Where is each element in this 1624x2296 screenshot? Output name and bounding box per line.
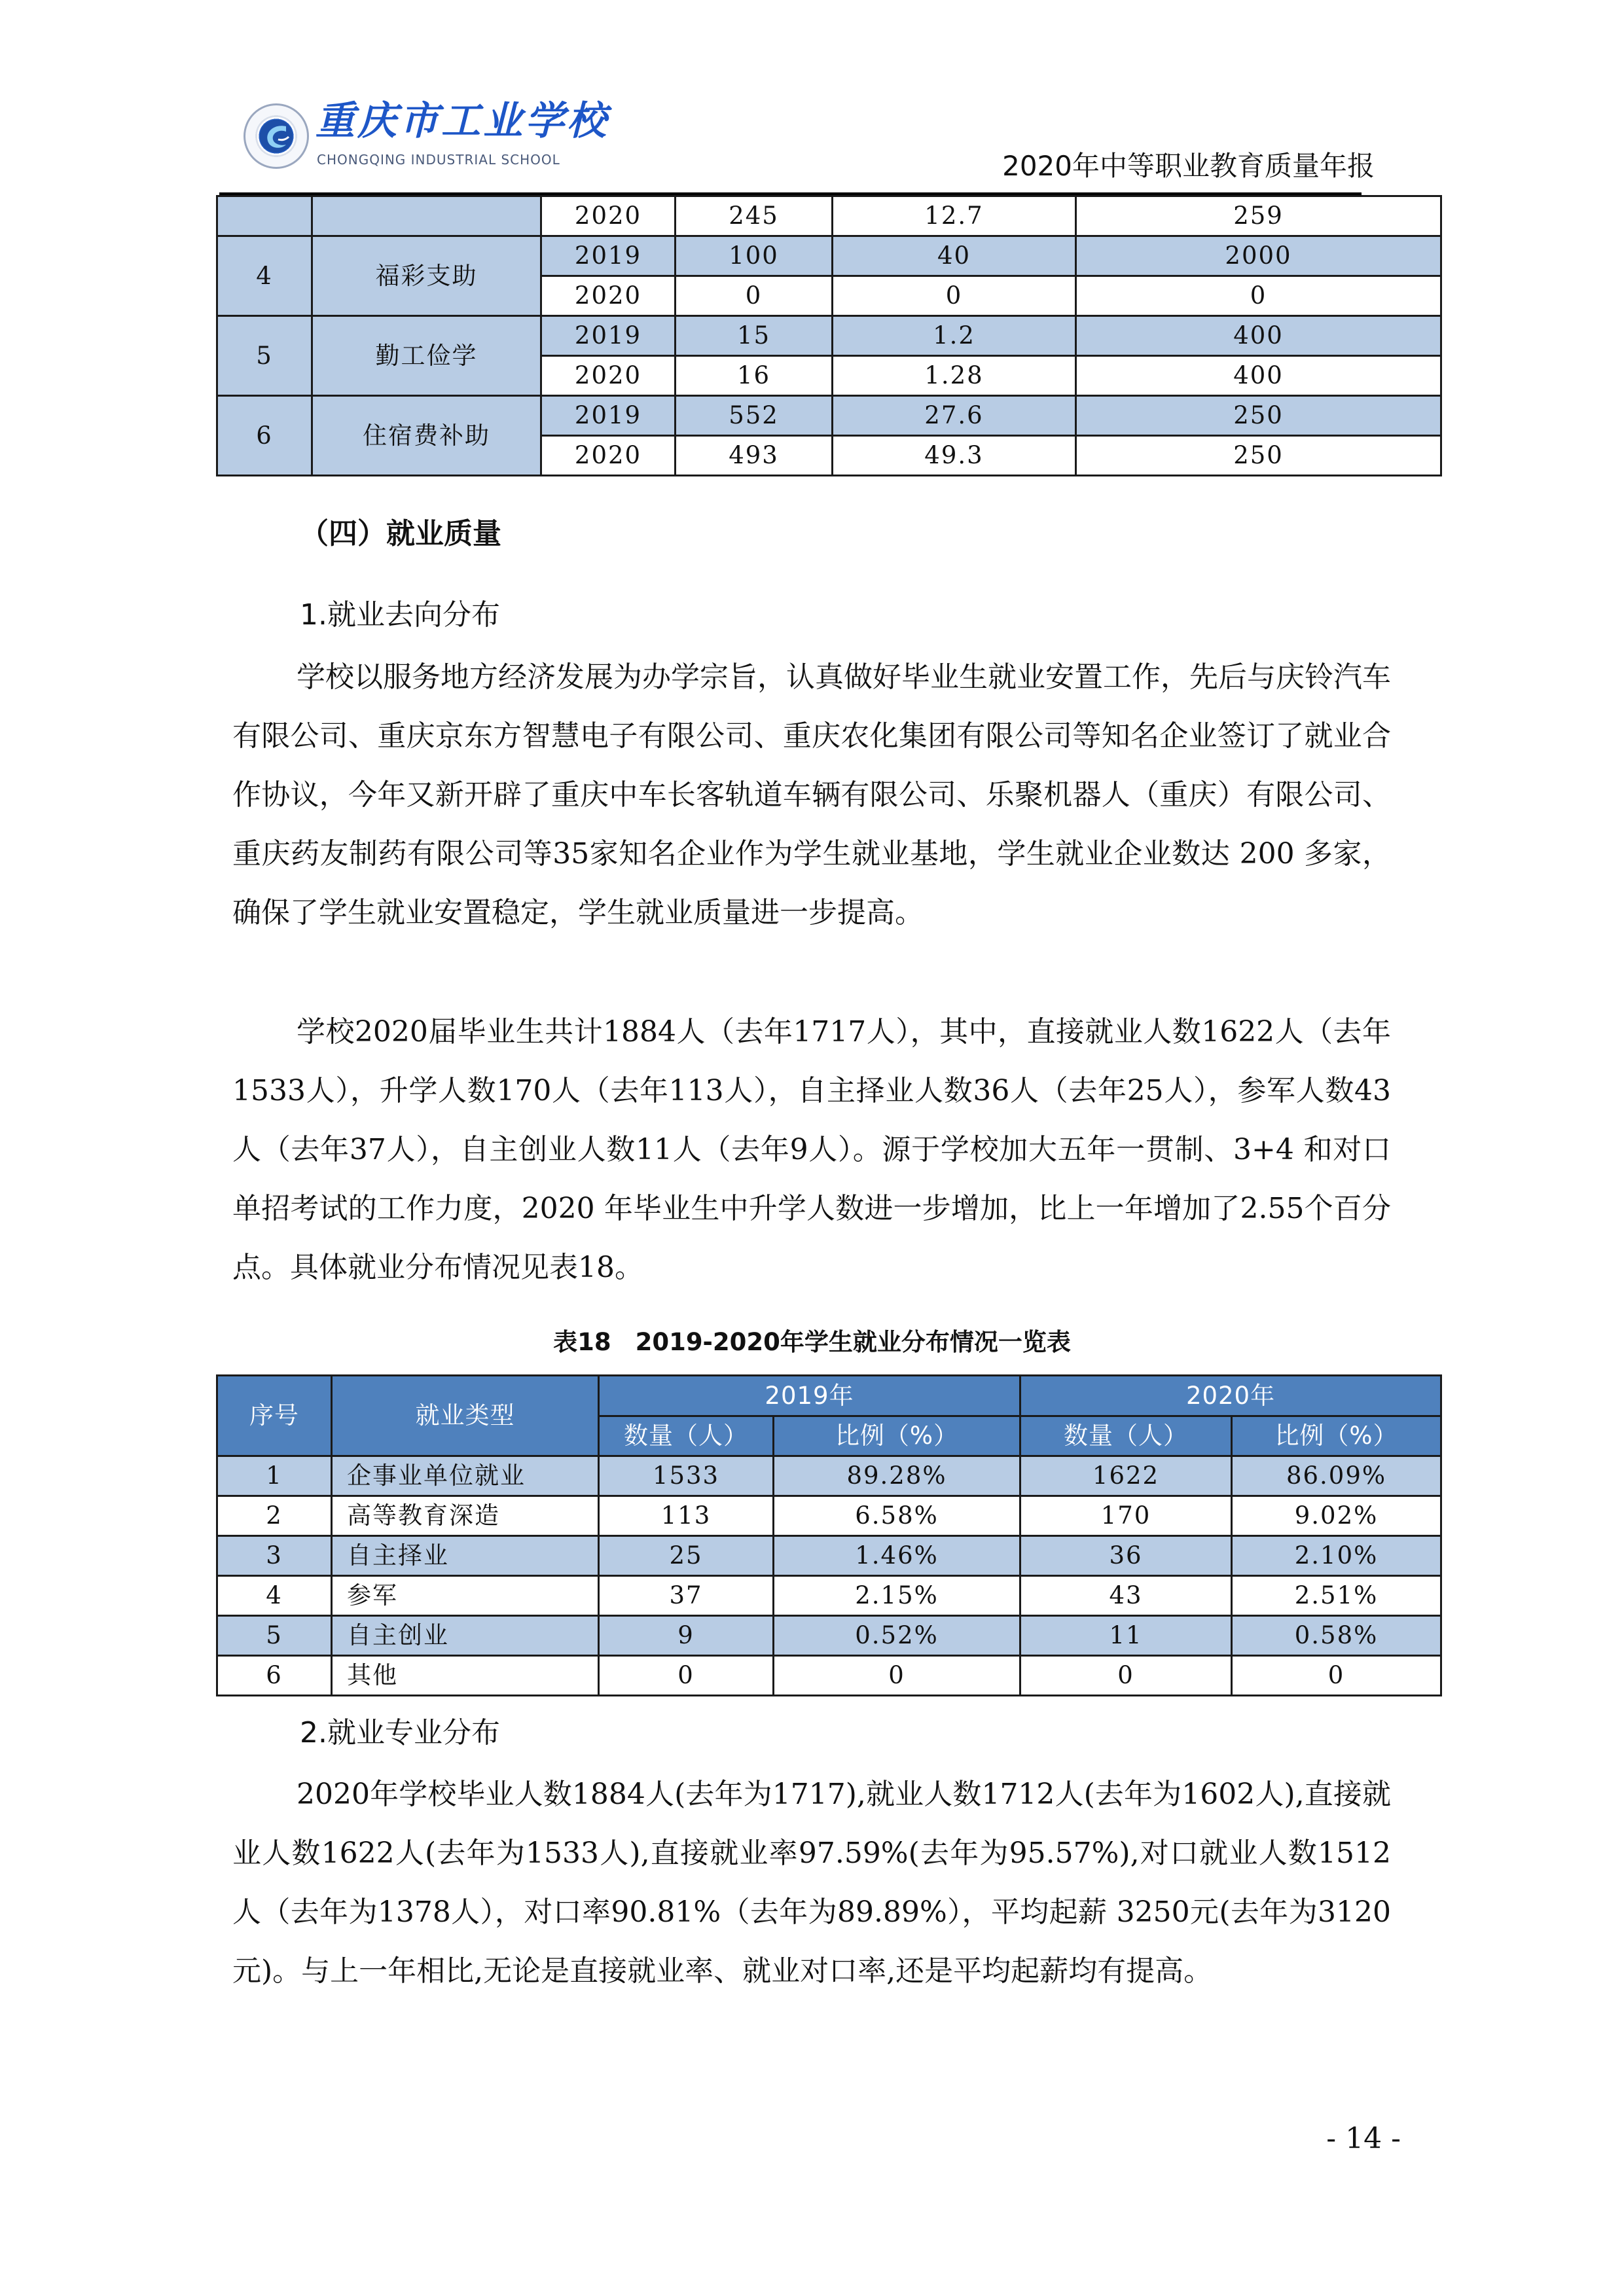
ratio-2019: 0.52% bbox=[774, 1616, 1020, 1656]
year-cell: 2020 bbox=[541, 196, 676, 236]
table-row bbox=[217, 236, 1441, 276]
count-cell: 552 bbox=[676, 396, 833, 436]
employment-type: 自主创业 bbox=[332, 1616, 599, 1656]
table-row bbox=[217, 396, 1441, 436]
ratio-2020: 0.58% bbox=[1232, 1616, 1441, 1656]
ratio-2019: 0 bbox=[774, 1656, 1020, 1696]
count-2020: 11 bbox=[1020, 1616, 1232, 1656]
row-number: 4 bbox=[217, 236, 312, 316]
subsection-title-1: 1.就业去向分布 bbox=[300, 598, 500, 632]
count-cell: 493 bbox=[676, 436, 833, 476]
count-2020: 36 bbox=[1020, 1536, 1232, 1576]
subsection-title-2: 2.就业专业分布 bbox=[300, 1716, 500, 1749]
school-seal-icon bbox=[244, 103, 309, 169]
standard-cell: 2000 bbox=[1076, 236, 1441, 276]
amount-cell: 40 bbox=[833, 236, 1076, 276]
header-count-2020: 数量（人） bbox=[1020, 1416, 1232, 1456]
amount-cell: 0 bbox=[833, 276, 1076, 316]
ratio-2020: 2.51% bbox=[1232, 1576, 1441, 1616]
row-number: 2 bbox=[217, 1496, 332, 1536]
header-no: 序号 bbox=[217, 1376, 332, 1456]
employment-type: 高等教育深造 bbox=[332, 1496, 599, 1536]
amount-cell: 12.7 bbox=[833, 196, 1076, 236]
standard-cell: 250 bbox=[1076, 396, 1441, 436]
amount-cell: 49.3 bbox=[833, 436, 1076, 476]
count-cell: 0 bbox=[676, 276, 833, 316]
count-2019: 37 bbox=[599, 1576, 774, 1616]
count-2019: 113 bbox=[599, 1496, 774, 1536]
header-type: 就业类型 bbox=[332, 1376, 599, 1456]
year-cell: 2019 bbox=[541, 236, 676, 276]
row-number: 4 bbox=[217, 1576, 332, 1616]
table-row bbox=[217, 1496, 1441, 1536]
row-number: 5 bbox=[217, 1616, 332, 1656]
row-name: 福彩支助 bbox=[312, 236, 541, 316]
count-2019: 9 bbox=[599, 1616, 774, 1656]
school-logo bbox=[244, 98, 610, 177]
section-heading: （四）就业质量 bbox=[300, 517, 501, 550]
year-cell: 2020 bbox=[541, 436, 676, 476]
paragraph-employment-partners: 学校以服务地方经济发展为办学宗旨，认真做好毕业生就业安置工作，先后与庆铃汽车有限公司、重庆京东方智慧电子有限公司、重庆农化集团有限公司等知名企业签订了就业合作协议，今年又新开辟了重庆中车长客轨道车辆有限公司、乐聚机器人（重庆）有限公司、重庆药友制药有限公司等35家知名企业作为学生就业基地，学生就业企业数达 200 多家，确保了学生就业安置稳定，学生就业质量进一步提高。 bbox=[232, 660, 1391, 929]
table-row bbox=[217, 196, 1441, 236]
table-row bbox=[217, 1456, 1441, 1496]
standard-cell: 250 bbox=[1076, 436, 1441, 476]
employment-type: 参军 bbox=[332, 1576, 599, 1616]
count-2019: 0 bbox=[599, 1656, 774, 1696]
amount-cell: 1.28 bbox=[833, 356, 1076, 396]
ratio-2019: 2.15% bbox=[774, 1576, 1020, 1616]
header-2020: 2020年 bbox=[1020, 1376, 1441, 1416]
report-title: 2020年中等职业教育质量年报 bbox=[1002, 150, 1375, 182]
count-cell: 100 bbox=[676, 236, 833, 276]
year-cell: 2020 bbox=[541, 356, 676, 396]
row-number: 1 bbox=[217, 1456, 332, 1496]
row-name: 勤工俭学 bbox=[312, 316, 541, 396]
ratio-2019: 1.46% bbox=[774, 1536, 1020, 1576]
employment-type: 其他 bbox=[332, 1656, 599, 1696]
row-name bbox=[312, 196, 541, 236]
row-number: 3 bbox=[217, 1536, 332, 1576]
ratio-2019: 6.58% bbox=[774, 1496, 1020, 1536]
paragraph-graduate-stats: 学校2020届毕业生共计1884人（去年1717人），其中，直接就业人数1622人（去年1533人），升学人数170人（去年113人），自主择业人数36人（去年25人），参军人数43人（去年37人），自主创业人数11人（去年9人）。源于学校加大五年一贯制、3+4 和对口单招考试的工作力度，2020 年毕业生中升学人数进一步增加，比上一年增加了2.55个百分点。具体就业分布情况见表18。 bbox=[232, 1015, 1391, 1284]
amount-cell: 1.2 bbox=[833, 316, 1076, 356]
count-2020: 0 bbox=[1020, 1656, 1232, 1696]
count-2019: 1533 bbox=[599, 1456, 774, 1496]
row-number bbox=[217, 196, 312, 236]
standard-cell: 400 bbox=[1076, 356, 1441, 396]
count-2020: 170 bbox=[1020, 1496, 1232, 1536]
row-number: 5 bbox=[217, 316, 312, 396]
table18-caption: 表18 2019-2020年学生就业分布情况一览表 bbox=[553, 1328, 1071, 1356]
header-count-2019: 数量（人） bbox=[599, 1416, 774, 1456]
ratio-2019: 89.28% bbox=[774, 1456, 1020, 1496]
standard-cell: 0 bbox=[1076, 276, 1441, 316]
employment-distribution-table bbox=[216, 1374, 1442, 1696]
row-name: 住宿费补助 bbox=[312, 396, 541, 476]
standard-cell: 400 bbox=[1076, 316, 1441, 356]
count-cell: 245 bbox=[676, 196, 833, 236]
header-2019: 2019年 bbox=[599, 1376, 1020, 1416]
count-cell: 16 bbox=[676, 356, 833, 396]
logo-text-cn: 重庆市工业学校 bbox=[316, 98, 609, 144]
year-cell: 2019 bbox=[541, 396, 676, 436]
funding-table bbox=[216, 195, 1442, 476]
table-row bbox=[217, 1616, 1441, 1656]
year-cell: 2020 bbox=[541, 276, 676, 316]
paragraph-major-distribution: 2020年学校毕业人数1884人(去年为1717),就业人数1712人(去年为1602人),直接就业人数1622人(去年为1533人),直接就业率97.59%(去年为95.57%),对口就业人数1512人（去年为1378人），对口率90.81%（去年为89.89%），平均起薪 3250元(去年为3120元)。与上一年相比,无论是直接就业率、就业对口率,还是平均起薪均有提高。 bbox=[232, 1778, 1391, 1988]
row-number: 6 bbox=[217, 1656, 332, 1696]
table-row bbox=[217, 1656, 1441, 1696]
page-number: - 14 - bbox=[1326, 2122, 1401, 2155]
count-2020: 1622 bbox=[1020, 1456, 1232, 1496]
count-cell: 15 bbox=[676, 316, 833, 356]
ratio-2020: 0 bbox=[1232, 1656, 1441, 1696]
table-header-row bbox=[217, 1376, 1441, 1416]
year-cell: 2019 bbox=[541, 316, 676, 356]
header-ratio-2020: 比例（%） bbox=[1232, 1416, 1441, 1456]
ratio-2020: 2.10% bbox=[1232, 1536, 1441, 1576]
row-number: 6 bbox=[217, 396, 312, 476]
ratio-2020: 9.02% bbox=[1232, 1496, 1441, 1536]
count-2019: 25 bbox=[599, 1536, 774, 1576]
standard-cell: 259 bbox=[1076, 196, 1441, 236]
ratio-2020: 86.09% bbox=[1232, 1456, 1441, 1496]
employment-type: 自主择业 bbox=[332, 1536, 599, 1576]
amount-cell: 27.6 bbox=[833, 396, 1076, 436]
header-ratio-2019: 比例（%） bbox=[774, 1416, 1020, 1456]
table-row bbox=[217, 1576, 1441, 1616]
table-row bbox=[217, 1536, 1441, 1576]
table-row bbox=[217, 316, 1441, 356]
employment-type: 企事业单位就业 bbox=[332, 1456, 599, 1496]
count-2020: 43 bbox=[1020, 1576, 1232, 1616]
logo-text-en: CHONGQING INDUSTRIAL SCHOOL bbox=[317, 152, 560, 168]
